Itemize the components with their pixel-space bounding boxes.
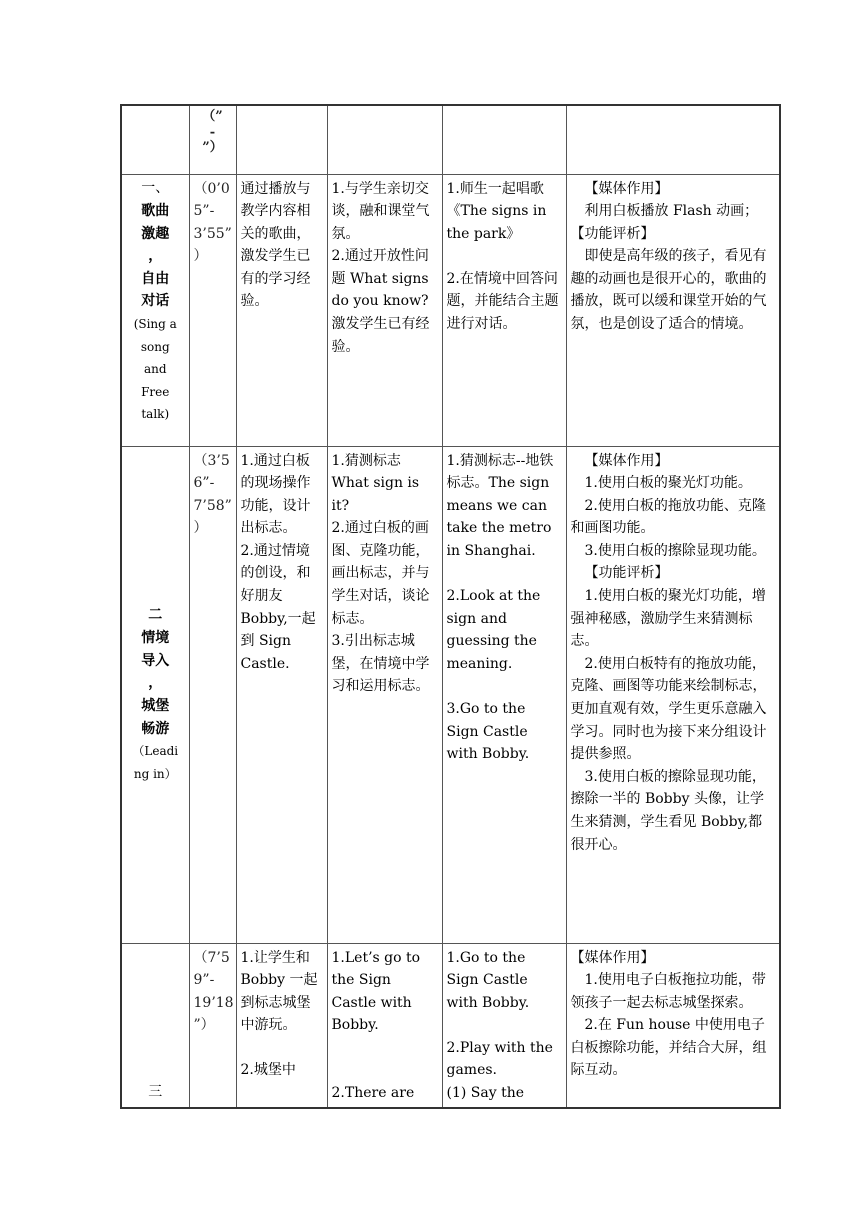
student-activity-item: 1.师生一起唱歌《The signs in the park》	[446, 180, 547, 242]
student-activity-item: 1.Go to the Sign Castle with Bobby.	[446, 949, 530, 1011]
media-heading: 【媒体作用】	[584, 452, 669, 469]
stage-title-line: 城堡	[141, 698, 170, 714]
teacher-activity-item: 2.通过白板的画图、克隆功能，画出标志，并与学生对话，谈论标志。	[331, 520, 430, 627]
teacher-activity-item: 2.There are	[331, 1085, 415, 1102]
stage-cell	[121, 446, 189, 943]
goal-text: 通过播放与教学内容相关的歌曲，激发学生已有的学习经验。	[240, 180, 311, 310]
stage-number: 二	[148, 607, 163, 623]
time-line: （3’5	[193, 452, 230, 469]
stage-title-line: 自由	[141, 270, 170, 287]
stage-header-cell	[121, 105, 189, 174]
media-text: 3.使用白板的擦除显现功能，擦除一半的 Bobby 头像，让学生来猜测，学生看见 Bobby,都很开心。	[570, 768, 766, 853]
spacer	[447, 562, 562, 585]
student-activity-item: 3.Go to the Sign Castle with Bobby.	[446, 701, 530, 763]
time-cell	[189, 174, 236, 446]
media-heading: 【功能评析】	[584, 565, 669, 582]
student-header-cell	[442, 105, 566, 174]
time-header-line: -	[209, 124, 216, 140]
stage-cell	[121, 943, 189, 1108]
stage-english-line: ng in）	[133, 766, 177, 781]
media-cell	[566, 174, 780, 446]
teacher-activity-item: 1.Let’s go to the Sign Castle with Bobby.	[331, 949, 421, 1034]
goal-item: 1.通过白板的现场操作功能，设计出标志。	[240, 452, 311, 537]
media-text: 即使是高年级的孩子，看见有趣的动画也是很开心的，歌曲的播放，既可以缓和课堂开始的气氛，也是创设了适合的情境。	[570, 248, 767, 333]
media-text: 2.使用白板特有的拖放功能，克隆、画图等功能来绘制标志，更加直观有效，学生更乐意融入学习。同时也为接下来分组设计提供参照。	[570, 655, 767, 763]
spacer	[241, 1037, 323, 1060]
table-row	[121, 446, 780, 943]
goal-item: 2.城堡中	[240, 1062, 296, 1079]
table-row	[121, 174, 780, 446]
spacer	[332, 1059, 438, 1082]
student-activity-item: 2.Play with the games.	[446, 1039, 553, 1079]
media-text: 1.使用白板的聚光灯功能。	[584, 475, 752, 492]
student-activity-item: 2.在情境中回答问题，并能结合主题进行对话。	[446, 270, 559, 333]
time-line: 7’58”	[193, 497, 232, 514]
stage-number: 一、	[141, 180, 170, 196]
student-activity-cell	[442, 174, 566, 446]
teacher-header-cell	[327, 105, 442, 174]
student-activity-item: 2.Look at the sign and guessing the meaning.	[446, 588, 541, 672]
stage-number: 三	[148, 1085, 163, 1101]
time-header-line: ”）	[202, 140, 223, 155]
spacer	[447, 675, 562, 698]
time-line: 6”-	[193, 475, 215, 492]
time-cell	[189, 446, 236, 943]
teacher-activity-item: 3.引出标志城堡，在情境中学习和运用标志。	[331, 633, 430, 695]
media-text: 利用白板播放 Flash 动画；	[584, 203, 759, 220]
time-line: ”）	[193, 1017, 215, 1034]
stage-title-line: 对话	[141, 293, 170, 310]
teacher-activity-item: 1.猜测标志 What sign is it?	[331, 452, 420, 514]
lesson-plan-table	[120, 104, 781, 1109]
time-header-cell	[189, 105, 236, 174]
spacer	[332, 1037, 438, 1060]
stage-title-line: ，	[148, 675, 163, 692]
time-line: 5”-	[193, 203, 215, 220]
student-activity-cell	[442, 943, 566, 1108]
time-line: ）	[193, 248, 208, 265]
goal-item: 1.让学生和 Bobby 一起到标志城堡中游玩。	[240, 949, 318, 1034]
media-cell	[566, 446, 780, 943]
stage-english-line: Free	[141, 384, 170, 399]
stage-english-line: （Leadi	[132, 744, 179, 759]
stage-english-line: song	[140, 339, 170, 354]
media-text: 2.使用白板的拖放功能、克隆和画图功能。	[570, 497, 766, 537]
stage-title-line: 歌曲	[141, 203, 170, 220]
time-line: （7’5	[193, 949, 230, 966]
teacher-activity-item: 2.通过开放性问题 What signs do you know? 激发学生已有经验。	[331, 248, 430, 355]
goal-header-cell	[236, 105, 327, 174]
time-line: 19’18	[193, 994, 234, 1011]
media-heading: 【媒体作用】	[584, 180, 669, 197]
media-text: 2.在 Fun house 中使用电子白板擦除功能，并结合大屏，组际互动。	[570, 1017, 767, 1079]
media-header-cell	[566, 105, 780, 174]
media-heading: 【功能评析】	[570, 225, 655, 242]
teacher-activity-cell	[327, 446, 442, 943]
media-heading: 【媒体作用】	[570, 949, 655, 966]
spacer	[447, 245, 562, 268]
stage-title-line: 情境	[141, 630, 170, 647]
media-text: 3.使用白板的擦除显现功能。	[584, 542, 766, 559]
table-row	[121, 943, 780, 1108]
time-line: 9”-	[193, 972, 215, 989]
time-cell	[189, 943, 236, 1108]
time-line: 3’55”	[193, 225, 232, 242]
time-line: （0’0	[193, 180, 230, 197]
goal-cell	[236, 174, 327, 446]
stage-title-line: 畅游	[141, 720, 170, 737]
stage-english-line: talk)	[141, 407, 170, 422]
student-activity-cell	[442, 446, 566, 943]
stage-cell	[121, 174, 189, 446]
teacher-activity-item: 1.与学生亲切交谈，融和课堂气氛。	[331, 180, 430, 242]
stage-english-line: and	[143, 362, 167, 377]
stage-english-line: (Sing a	[133, 317, 177, 332]
student-activity-item: 1.猜测标志--地铁标志。The sign means we can take the metro in Shanghai.	[446, 452, 554, 559]
time-line: ）	[193, 520, 208, 537]
media-text: 1.使用电子白板拖拉功能，带领孩子一起去标志城堡探索。	[570, 972, 766, 1011]
table-header-row	[121, 105, 780, 174]
goal-cell	[236, 446, 327, 943]
student-activity-item: (1) Say the	[446, 1085, 525, 1102]
goal-item: 2.通过情境的创设，和好朋友 Bobby,一起到 Sign Castle.	[240, 542, 316, 672]
teacher-activity-cell	[327, 943, 442, 1108]
stage-title-line: 导入	[141, 652, 170, 669]
spacer	[447, 1014, 562, 1037]
stage-title-line: ，	[148, 248, 163, 265]
goal-cell	[236, 943, 327, 1108]
media-text: 1.使用白板的聚光灯功能，增强神秘感，激励学生来猜测标志。	[570, 588, 766, 650]
stage-title-line: 激趣	[141, 225, 170, 242]
media-cell	[566, 943, 780, 1108]
time-header-line: （”	[202, 109, 223, 124]
teacher-activity-cell	[327, 174, 442, 446]
